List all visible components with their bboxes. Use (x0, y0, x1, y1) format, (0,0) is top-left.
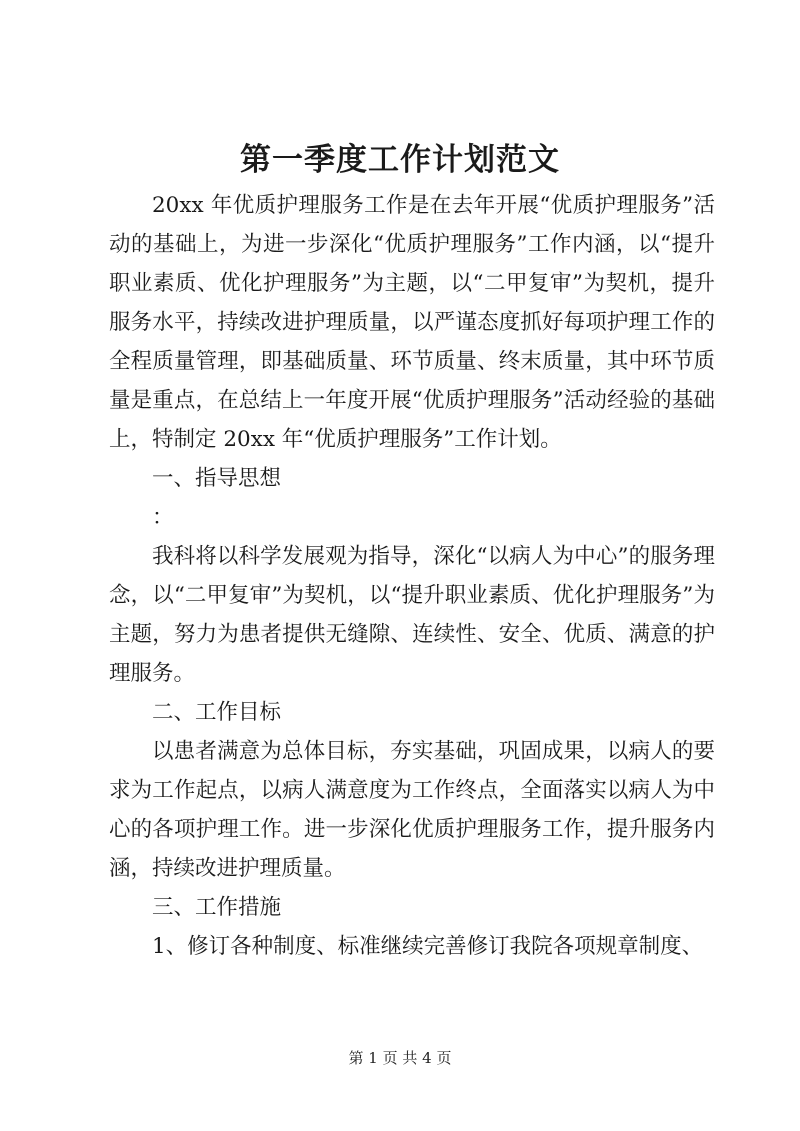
paragraph-measure-1: 1、修订各种制度、标准继续完善修订我院各项规章制度、 (152, 934, 704, 959)
document-body (109, 186, 715, 966)
section-heading-work-measures: 三、工作措施 (152, 895, 282, 920)
page-footer: 第 1 页 共 4 页 (348, 1049, 452, 1067)
paragraph-intro: 20xx 年优质护理服务工作是在去年开展“优质护理服务”活动的基础上，为进一步深化“优质护理服务”工作内涵，以“提升职业素质、优化护理服务”为主题，以“二甲复审”为契机，提升服务水平，持续改进护理质量，以严谨态度抓好每项护理工作的全程质量管理，即基础质量、环节质量、终末质量，其中环节质量是重点，在总结上一年度开展“优质护理服务”活动经验的基础上，特制定 20xx 年“优质护理服务”工作计划。 (109, 193, 715, 452)
section-heading-work-goals: 二、工作目标 (152, 700, 282, 725)
paragraph-colon: ： (152, 505, 174, 530)
section-heading-guiding-ideology: 一、指导思想 (152, 466, 282, 491)
document-title: 第一季度工作计划范文 (240, 142, 560, 178)
paragraph-work-goals: 以患者满意为总体目标，夯实基础，巩固成果，以病人的要求为工作起点，以病人满意度为工作终点，全面落实以病人为中心的各项护理工作。进一步深化优质护理服务工作，提升服务内涵，持续改进护理质量。 (109, 739, 715, 881)
paragraph-guiding-ideology: 我科将以科学发展观为指导，深化“以病人为中心”的服务理念，以“二甲复审”为契机，以“提升职业素质、优化护理服务”为主题，努力为患者提供无缝隙、连续性、安全、优质、满意的护理服务。 (109, 544, 715, 686)
